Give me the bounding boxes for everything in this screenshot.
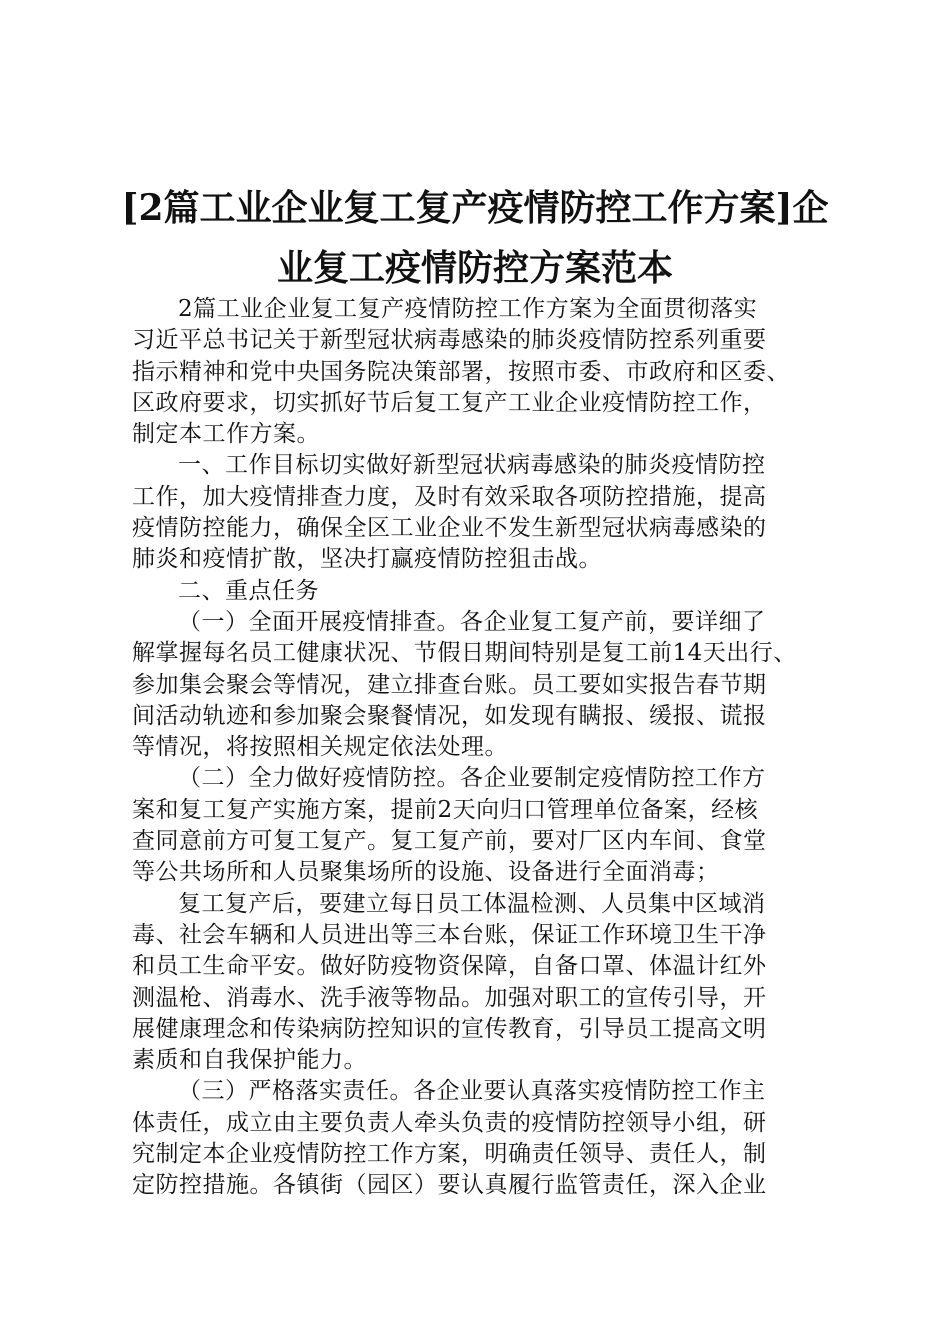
body-line: 展健康理念和传染病防控知识的宣传教育，引导员工提高文明 <box>132 1015 767 1042</box>
body-line: 2篇工业企业复工复产疫情防控工作方案为全面贯彻落实 <box>178 296 758 322</box>
body-line: （一）全面开展疫情排查。各企业复工复产前，要详细了 <box>178 608 766 635</box>
body-line: 定防控措施。各镇街（园区）要认真履行监管责任，深入企业 <box>132 1172 767 1199</box>
body-line: （三）严格落实责任。各企业要认真落实疫情防控工作主 <box>178 1078 766 1105</box>
body-line: 查同意前方可复工复产。复工复产前，要对厂区内车间、食堂 <box>132 828 767 855</box>
body-line: 二、重点任务 <box>178 577 319 604</box>
body-line: 体责任，成立由主要负责人牵头负责的疫情防控领导小组，研 <box>132 1109 767 1136</box>
body-line: 习近平总书记关于新型冠状病毒感染的肺炎疫情防控系列重要 <box>132 327 767 354</box>
body-line: 制定本工作方案。 <box>132 421 320 448</box>
body-line: 工作，加大疫情排查力度，及时有效采取各项防控措施，提高 <box>132 483 767 510</box>
body-line: 等情况，将按照相关规定依法处理。 <box>132 734 508 761</box>
body-line: 间活动轨迹和参加聚会聚餐情况，如发现有瞒报、缓报、谎报 <box>132 702 767 729</box>
body-line: 测温枪、消毒水、洗手液等物品。加强对职工的宣传引导，开 <box>132 984 767 1011</box>
document-body <box>132 294 852 1202</box>
title-line-1: [2篇工业企业复工复产疫情防控工作方案]企 <box>121 187 829 229</box>
body-line: 毒、社会车辆和人员进出等三本台账，保证工作环境卫生干净 <box>132 921 767 948</box>
body-line: 案和复工复产实施方案，提前2天向归口管理单位备案，经核 <box>132 796 759 823</box>
body-line: 和员工生命平安。做好防疫物资保障，自备口罩、体温计红外 <box>132 953 767 980</box>
body-line: （二）全力做好疫情防控。各企业要制定疫情防控工作方 <box>178 765 766 792</box>
body-line: 疫情防控能力，确保全区工业企业不发生新型冠状病毒感染的 <box>132 515 767 542</box>
body-line: 素质和自我保护能力。 <box>132 1047 367 1074</box>
document-title <box>110 178 840 298</box>
body-line: 指示精神和党中央国务院决策部署，按照市委、市政府和区委、 <box>132 358 790 385</box>
body-line: 解掌握每名员工健康状况、节假日期间特别是复工前14天出行、 <box>132 640 797 667</box>
body-line: 复工复产后，要建立每日员工体温检测、人员集中区域消 <box>178 890 766 917</box>
body-line: 究制定本企业疫情防控工作方案，明确责任领导、责任人，制 <box>132 1141 767 1168</box>
body-line: 一、工作目标切实做好新型冠状病毒感染的肺炎疫情防控 <box>178 452 766 479</box>
body-line: 参加集会聚会等情况，建立排查台账。员工要如实报告春节期 <box>132 671 767 698</box>
body-line: 肺炎和疫情扩散，坚决打赢疫情防控狙击战。 <box>132 546 602 573</box>
title-line-2: 业复工疫情防控方案范本 <box>276 247 673 289</box>
body-line: 区政府要求，切实抓好节后复工复产工业企业疫情防控工作， <box>132 389 767 416</box>
body-line: 等公共场所和人员聚集场所的设施、设备进行全面消毒； <box>132 859 720 886</box>
